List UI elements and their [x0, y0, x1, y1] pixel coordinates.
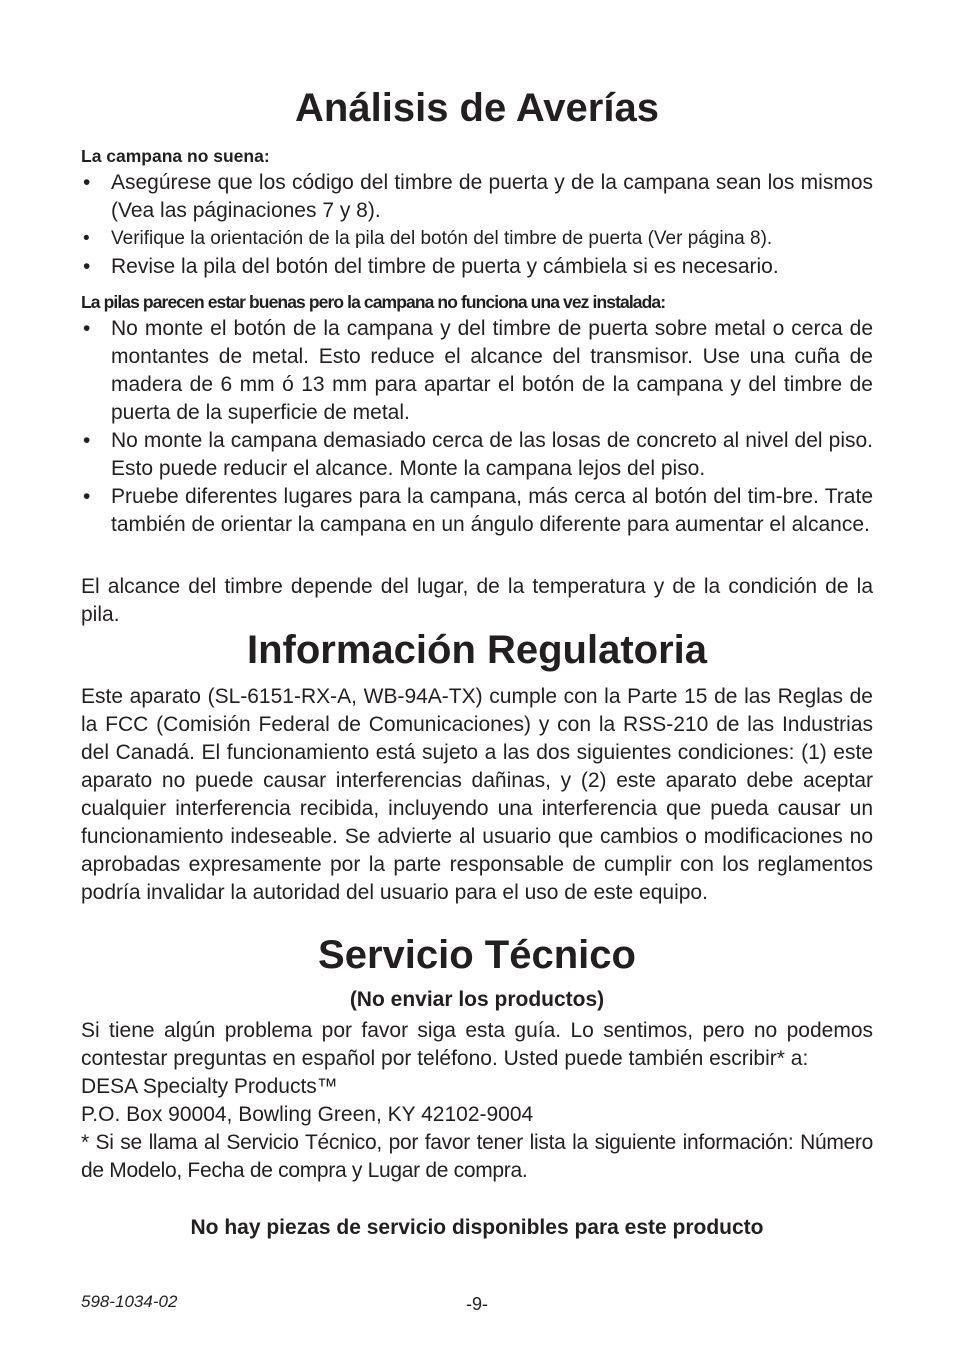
list-item: • Verifique la orientación de la pila del botón del timbre de puerta (Ver página 8). — [81, 225, 873, 253]
bullet-list — [81, 169, 873, 281]
address-line: DESA Specialty Products™ — [81, 1075, 338, 1098]
document-code: 598-1034-02 — [81, 1292, 178, 1311]
regulatory-title: Información Regulatoria — [246, 628, 708, 672]
section-heading: La pilas parecen estar buenas pero la campana no funciona una vez instalada: — [81, 292, 666, 312]
address-line: P.O. Box 90004, Bowling Green, KY 42102-9004 — [81, 1103, 534, 1126]
section-no-ring — [81, 143, 873, 281]
service-body: Si tiene algún problema por favor siga esta guía. Lo sentimos, pero no podemos contestar preguntas en español por teléfono. Usted puede también escribir* a: — [81, 1019, 873, 1070]
service-section — [81, 1017, 873, 1185]
list-item: • No monte el botón de la campana y del timbre de puerta sobre metal o cerca de montantes de metal. Esto reduce el alcance del transmisor. Use una cuña de madera de 6 mm ó 13 mm para apartar el botón de la campana y del timbre de puerta de la superficie de metal. — [81, 315, 873, 427]
regulatory-body: Este aparato (SL-6151-RX-A, WB-94A-TX) cumple con la Parte 15 de las Reglas de la FCC (Comisión Federal de Comunicaciones) y con la RSS-210 de las Industrias del Canadá. El funcionamiento está sujeto a las dos siguientes condiciones: (1) este aparato no puede causar interferencias dañinas, y (2) este aparato debe aceptar cualquier interferencia recibida, incluyendo una interferencia que pueda causar un funcionamiento indeseable. Se advierte al usuario que cambios o modificaciones no aprobadas expresamente por la parte responsable de cumplir con los reglamentos podría invalidar la autoridad del usuario para el uso de este equipo. — [81, 685, 873, 904]
troubleshooting-title: Análisis de Averías — [295, 86, 659, 130]
service-note: * Si se llama al Servicio Técnico, por favor tener lista la siguiente información: Número de Modelo, Fecha de compra y Lugar de compra. — [81, 1131, 873, 1182]
list-item: • No monte la campana demasiado cerca de las losas de concreto al nivel del piso. Esto puede reducir el alcance. Monte la campana lejos del piso. — [81, 427, 873, 483]
service-subtitle: (No enviar los productos) — [349, 988, 605, 1011]
section-heading: La campana no suena: — [81, 146, 270, 166]
page-number: -9- — [466, 1294, 488, 1314]
section-installed — [81, 289, 873, 539]
range-note: El alcance del timbre depende del lugar, de la temperatura y de la condición de la pila. — [81, 575, 873, 626]
list-item: • Revise la pila del botón del timbre de puerta y cámbiela si es necesario. — [81, 253, 873, 281]
list-item: • Asegúrese que los código del timbre de puerta y de la campana sean los mismos (Vea las páginaciones 7 y 8). — [81, 169, 873, 225]
list-item: • Pruebe diferentes lugares para la campana, más cerca al botón del tim-bre. Trate también de orientar la campana en un ángulo diferente para aumentar el alcance. — [81, 483, 873, 539]
no-parts-notice: No hay piezas de servicio disponibles para este producto — [190, 1216, 764, 1239]
bullet-list — [81, 315, 873, 539]
service-title: Servicio Técnico — [318, 933, 636, 977]
